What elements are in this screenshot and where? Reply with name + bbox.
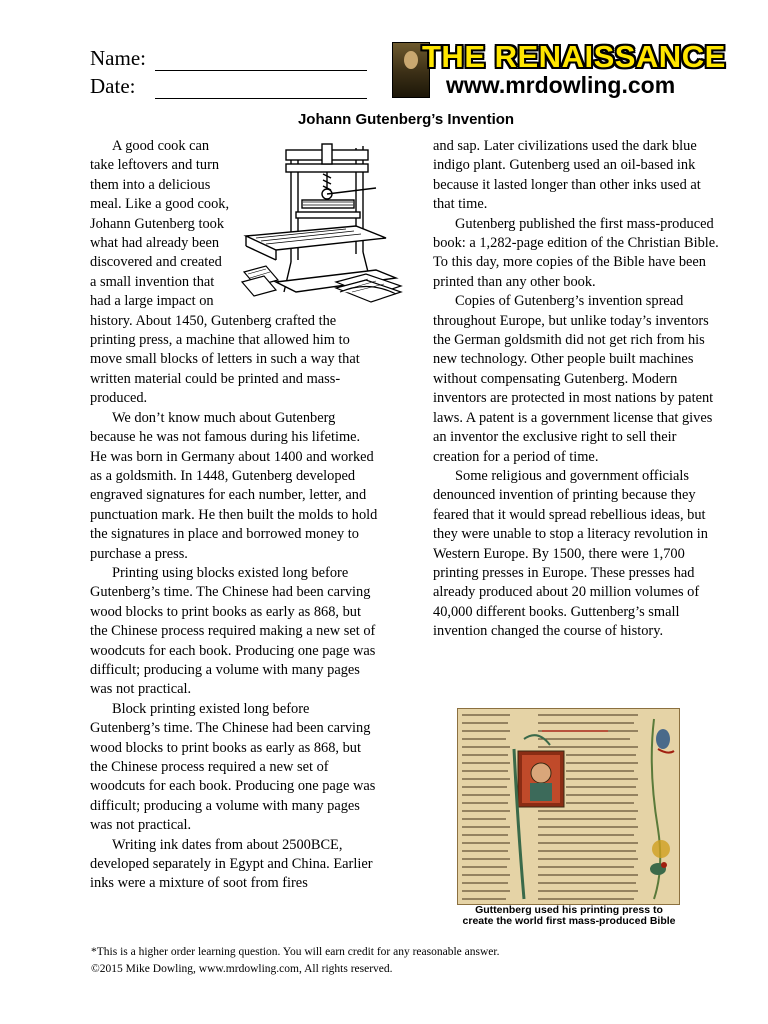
footnote-text: *This is a higher order learning question. You will earn credit for any reasonable answer. xyxy=(91,946,500,958)
date-label: Date: xyxy=(90,74,136,98)
copyright-text: ©2015 Mike Dowling, www.mrdowling.com, All rights reserved. xyxy=(91,963,393,975)
name-line xyxy=(155,70,367,71)
manuscript-texture xyxy=(458,709,679,904)
gutenberg-bible-image xyxy=(457,708,680,905)
paragraph: Block printing existed long before Gutenberg’s time. The Chinese had been carving wood blocks to print books as early as 868, but the Chinese process required a new set of woodcuts for each book. Producing one page was difficult; producing a volume with many pages was not practical. xyxy=(90,700,376,834)
paragraph: Gutenberg published the first mass-produced book: a 1,282-page edition of the Christian Bible. To this day, more copies of the Bible have been printed than any other book. xyxy=(433,215,719,290)
image-caption xyxy=(440,905,698,927)
renaissance-logo xyxy=(392,39,726,98)
name-label: Name: xyxy=(90,46,146,70)
paragraph: We don’t know much about Gutenberg because he was not famous during his lifetime. He was born in Germany about 1400 and worked as a goldsmith. In 1448, Gutenberg developed engraved signatures for each number, letter, and punctuation mark. He then built the molds to hold the signatures in place and borrowed money to purchase a press. xyxy=(90,409,378,562)
paragraph: Some religious and government officials denounced invention of printing because they feared that it would spread rebellious ideas, but they were unable to stop a literacy revolution in Western Europe. By 1500, there were 1,700 printing presses in Europe. These presses had already produced about 20 million volumes of 40,000 different books. Guttenberg’s small invention changed the course of history. xyxy=(433,467,708,640)
left-column xyxy=(90,137,380,894)
paragraph: Copies of Gutenberg’s invention spread throughout Europe, but unlike today’s inventors the German goldsmith did not get rich from his new technology. Other people built machines without compensating Gutenberg. Modern inventors are protected in most nations by patent laws. A patent is a government license that gives an inventor the exclusive right to sell their creation for a period of time. xyxy=(433,293,714,465)
paragraph: and sap. Later civilizations used the dark blue indigo plant. Gutenberg used an oil-based ink because it lasted longer than other inks used at that time. xyxy=(433,138,701,213)
document-title: Johann Gutenberg’s Invention xyxy=(297,111,515,128)
caption-line-1: Guttenberg used his printing press to xyxy=(475,904,663,916)
logo-url: www.mrdowling.com xyxy=(446,72,676,98)
caption-line-2: create the world first mass-produced Bible xyxy=(462,915,676,927)
paragraph: Writing ink dates from about 2500BCE, developed separately in Egypt and China. Earlier inks were a mixture of soot from fires xyxy=(90,836,373,892)
paragraph: Printing using blocks existed long before Gutenberg’s time. The Chinese had been carving wood blocks to print books as early as 868, but the Chinese process required making a new set of woodcuts for each book. Producing one page was difficult; producing a volume with many pages was not practical. xyxy=(90,564,376,698)
right-column xyxy=(433,137,720,642)
paragraph: A good cook can take leftovers and turn them into a delicious meal. Like a good cook, Johann Gutenberg took what had already been discovered and created a small invention that had a large impact on history. About 1450, Gutenberg crafted the printing press, a machine that allowed him to move small blocks of letters in such a way that written material could be printed and mass-produced. xyxy=(90,138,360,407)
logo-title: THE RENAISSANCE xyxy=(422,39,726,74)
date-line xyxy=(155,98,367,99)
